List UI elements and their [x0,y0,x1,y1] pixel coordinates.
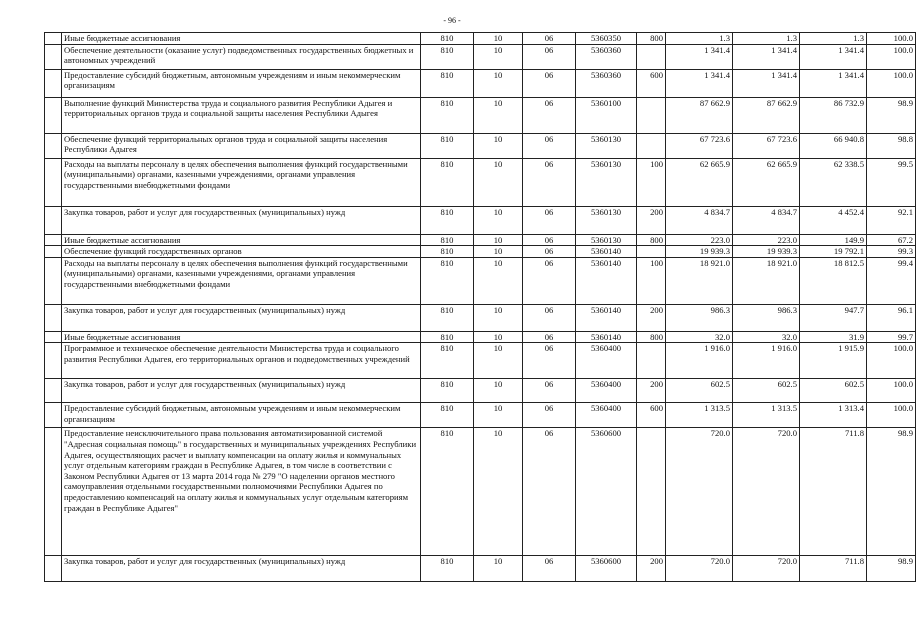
row-name: Обеспечение функций территориальных органов труда и социальной защиты населения Республики Адыгея [62,133,421,158]
execution-percent: 100.0 [867,44,916,69]
budget-table-body [45,33,916,582]
execution-percent: 99.4 [867,257,916,304]
subsection-code: 06 [523,158,576,206]
approved-amount: 720.0 [733,428,800,556]
approved-amount: 1 341.4 [733,44,800,69]
table-row [45,304,916,331]
executed-amount: 86 732.9 [800,97,867,133]
subsection-code: 06 [523,33,576,45]
approved-amount: 223.0 [733,234,800,246]
planned-amount: 602.5 [666,379,733,403]
ved-code: 810 [421,343,474,379]
approved-amount: 67 723.6 [733,133,800,158]
executed-amount: 62 338.5 [800,158,867,206]
subsection-code: 06 [523,304,576,331]
row-margin-cell [45,69,62,97]
subsection-code: 06 [523,257,576,304]
target-article-code: 5360400 [576,379,637,403]
row-name: Иные бюджетные ассигнования [62,234,421,246]
planned-amount: 986.3 [666,304,733,331]
approved-amount: 87 662.9 [733,97,800,133]
planned-amount: 720.0 [666,428,733,556]
expense-type-code: 200 [637,379,666,403]
target-article-code: 5360140 [576,304,637,331]
approved-amount: 986.3 [733,304,800,331]
row-name: Обеспечение деятельности (оказание услуг) подведомственных государственных бюджетных и автономных учреждений [62,44,421,69]
executed-amount: 947.7 [800,304,867,331]
table-row [45,69,916,97]
table-row [45,428,916,556]
expense-type-code: 200 [637,206,666,234]
ved-code: 810 [421,97,474,133]
approved-amount: 720.0 [733,556,800,582]
table-row [45,403,916,428]
expense-type-code [637,428,666,556]
ved-code: 810 [421,379,474,403]
table-row [45,556,916,582]
execution-percent: 100.0 [867,403,916,428]
execution-percent: 98.8 [867,133,916,158]
execution-percent: 99.5 [867,158,916,206]
row-margin-cell [45,343,62,379]
row-name: Предоставление неисключительного права пользования автоматизированной системой "Адресная социальная помощь" в государственных и муниципальных учреждениях Республики Адыгея, осуществляющих расчет и выплату компенсации на оплату жилья и коммунальных услуг отдельным категориям граждан в Республике Адыгея, в том числе в соответствии с Законом Республики Адыгея от 13 марта 2014 года № 279 "О наделении органов местного самоуправления отдельными государственными полномочиями Республики Адыгея по предоставлению компенсаций на оплату жилья и коммунальных услуг отдельным категориям граждан в Республике Адыгея" [62,428,421,556]
target-article-code: 5360130 [576,133,637,158]
row-margin-cell [45,257,62,304]
row-margin-cell [45,33,62,45]
planned-amount: 62 665.9 [666,158,733,206]
target-article-code: 5360140 [576,246,637,258]
target-article-code: 5360600 [576,428,637,556]
table-row [45,158,916,206]
planned-amount: 1.3 [666,33,733,45]
target-article-code: 5360400 [576,343,637,379]
ved-code: 810 [421,133,474,158]
section-code: 10 [474,343,523,379]
target-article-code: 5360140 [576,257,637,304]
row-margin-cell [45,428,62,556]
row-name: Закупка товаров, работ и услуг для государственных (муниципальных) нужд [62,304,421,331]
row-margin-cell [45,379,62,403]
subsection-code: 06 [523,69,576,97]
table-row [45,97,916,133]
expense-type-code: 600 [637,403,666,428]
table-row [45,246,916,258]
ved-code: 810 [421,428,474,556]
planned-amount: 19 939.3 [666,246,733,258]
approved-amount: 1 313.5 [733,403,800,428]
expense-type-code [637,133,666,158]
planned-amount: 1 341.4 [666,44,733,69]
executed-amount: 711.8 [800,428,867,556]
section-code: 10 [474,257,523,304]
target-article-code: 5360600 [576,556,637,582]
target-article-code: 5360350 [576,33,637,45]
executed-amount: 31.9 [800,331,867,343]
table-row [45,33,916,45]
ved-code: 810 [421,403,474,428]
row-margin-cell [45,97,62,133]
table-row [45,343,916,379]
expense-type-code: 800 [637,331,666,343]
executed-amount: 1.3 [800,33,867,45]
section-code: 10 [474,33,523,45]
row-name: Закупка товаров, работ и услуг для государственных (муниципальных) нужд [62,556,421,582]
subsection-code: 06 [523,206,576,234]
expense-type-code: 100 [637,158,666,206]
planned-amount: 67 723.6 [666,133,733,158]
executed-amount: 1 341.4 [800,44,867,69]
target-article-code: 5360130 [576,206,637,234]
ved-code: 810 [421,304,474,331]
planned-amount: 18 921.0 [666,257,733,304]
section-code: 10 [474,234,523,246]
target-article-code: 5360130 [576,234,637,246]
row-name: Иные бюджетные ассигнования [62,33,421,45]
target-article-code: 5360360 [576,44,637,69]
section-code: 10 [474,246,523,258]
subsection-code: 06 [523,428,576,556]
budget-table [44,32,916,582]
ved-code: 810 [421,33,474,45]
execution-percent: 98.9 [867,556,916,582]
planned-amount: 87 662.9 [666,97,733,133]
section-code: 10 [474,133,523,158]
planned-amount: 223.0 [666,234,733,246]
section-code: 10 [474,206,523,234]
execution-percent: 99.3 [867,246,916,258]
ved-code: 810 [421,257,474,304]
section-code: 10 [474,428,523,556]
execution-percent: 92.1 [867,206,916,234]
row-margin-cell [45,556,62,582]
expense-type-code: 800 [637,234,666,246]
expense-type-code [637,97,666,133]
row-name: Обеспечение функций государственных органов [62,246,421,258]
section-code: 10 [474,158,523,206]
row-name: Программное и техническое обеспечение деятельности Министерства труда и социального развития Республики Адыгея, его территориальных органов и подведомственных учреждений [62,343,421,379]
section-code: 10 [474,44,523,69]
target-article-code: 5360360 [576,69,637,97]
ved-code: 810 [421,158,474,206]
section-code: 10 [474,331,523,343]
planned-amount: 1 916.0 [666,343,733,379]
subsection-code: 06 [523,556,576,582]
row-margin-cell [45,246,62,258]
target-article-code: 5360100 [576,97,637,133]
execution-percent: 100.0 [867,343,916,379]
subsection-code: 06 [523,403,576,428]
subsection-code: 06 [523,246,576,258]
approved-amount: 602.5 [733,379,800,403]
table-row [45,257,916,304]
planned-amount: 32.0 [666,331,733,343]
section-code: 10 [474,403,523,428]
expense-type-code: 800 [637,33,666,45]
executed-amount: 602.5 [800,379,867,403]
execution-percent: 100.0 [867,379,916,403]
ved-code: 810 [421,246,474,258]
ved-code: 810 [421,206,474,234]
subsection-code: 06 [523,234,576,246]
row-margin-cell [45,158,62,206]
approved-amount: 62 665.9 [733,158,800,206]
section-code: 10 [474,556,523,582]
row-name: Предоставление субсидий бюджетным, автономным учреждениям и иным некоммерческим организациям [62,69,421,97]
subsection-code: 06 [523,331,576,343]
row-name: Выполнение функций Министерства труда и социального развития Республики Адыгея и территориальных органов труда и социальной защиты населения Республики Адыгея [62,97,421,133]
table-row [45,234,916,246]
planned-amount: 1 341.4 [666,69,733,97]
expense-type-code: 100 [637,257,666,304]
ved-code: 810 [421,44,474,69]
row-margin-cell [45,206,62,234]
subsection-code: 06 [523,97,576,133]
executed-amount: 66 940.8 [800,133,867,158]
execution-percent: 100.0 [867,69,916,97]
approved-amount: 4 834.7 [733,206,800,234]
execution-percent: 98.9 [867,97,916,133]
expense-type-code: 200 [637,556,666,582]
approved-amount: 1.3 [733,33,800,45]
approved-amount: 1 916.0 [733,343,800,379]
page-number: - 96 - [443,16,461,25]
executed-amount: 1 313.4 [800,403,867,428]
subsection-code: 06 [523,379,576,403]
row-name: Закупка товаров, работ и услуг для государственных (муниципальных) нужд [62,206,421,234]
row-margin-cell [45,331,62,343]
expense-type-code [637,246,666,258]
row-name: Расходы на выплаты персоналу в целях обеспечения выполнения функций государственными (муниципальными) органами, казенными учреждениями, органами управления государственными внебюджетными фондами [62,158,421,206]
section-code: 10 [474,97,523,133]
ved-code: 810 [421,69,474,97]
row-margin-cell [45,304,62,331]
row-name: Иные бюджетные ассигнования [62,331,421,343]
execution-percent: 99.7 [867,331,916,343]
expense-type-code: 600 [637,69,666,97]
execution-percent: 100.0 [867,33,916,45]
table-row [45,44,916,69]
section-code: 10 [474,304,523,331]
row-name: Закупка товаров, работ и услуг для государственных (муниципальных) нужд [62,379,421,403]
planned-amount: 720.0 [666,556,733,582]
row-margin-cell [45,133,62,158]
approved-amount: 1 341.4 [733,69,800,97]
target-article-code: 5360140 [576,331,637,343]
table-row [45,133,916,158]
row-name: Предоставление субсидий бюджетным, автономным учреждениям и иным некоммерческим организациям [62,403,421,428]
approved-amount: 18 921.0 [733,257,800,304]
execution-percent: 98.9 [867,428,916,556]
target-article-code: 5360130 [576,158,637,206]
executed-amount: 711.8 [800,556,867,582]
ved-code: 810 [421,234,474,246]
executed-amount: 149.9 [800,234,867,246]
expense-type-code: 200 [637,304,666,331]
executed-amount: 1 341.4 [800,69,867,97]
section-code: 10 [474,69,523,97]
subsection-code: 06 [523,343,576,379]
planned-amount: 1 313.5 [666,403,733,428]
ved-code: 810 [421,331,474,343]
planned-amount: 4 834.7 [666,206,733,234]
approved-amount: 32.0 [733,331,800,343]
subsection-code: 06 [523,44,576,69]
row-margin-cell [45,403,62,428]
table-row [45,379,916,403]
executed-amount: 19 792.1 [800,246,867,258]
executed-amount: 4 452.4 [800,206,867,234]
expense-type-code [637,343,666,379]
executed-amount: 18 812.5 [800,257,867,304]
target-article-code: 5360400 [576,403,637,428]
row-margin-cell [45,234,62,246]
table-row [45,331,916,343]
expense-type-code [637,44,666,69]
row-name: Расходы на выплаты персоналу в целях обеспечения выполнения функций государственными (муниципальными) органами, казенными учреждениями, органами управления государственными внебюджетными фондами [62,257,421,304]
executed-amount: 1 915.9 [800,343,867,379]
section-code: 10 [474,379,523,403]
row-margin-cell [45,44,62,69]
ved-code: 810 [421,556,474,582]
approved-amount: 19 939.3 [733,246,800,258]
execution-percent: 96.1 [867,304,916,331]
table-row [45,206,916,234]
execution-percent: 67.2 [867,234,916,246]
subsection-code: 06 [523,133,576,158]
